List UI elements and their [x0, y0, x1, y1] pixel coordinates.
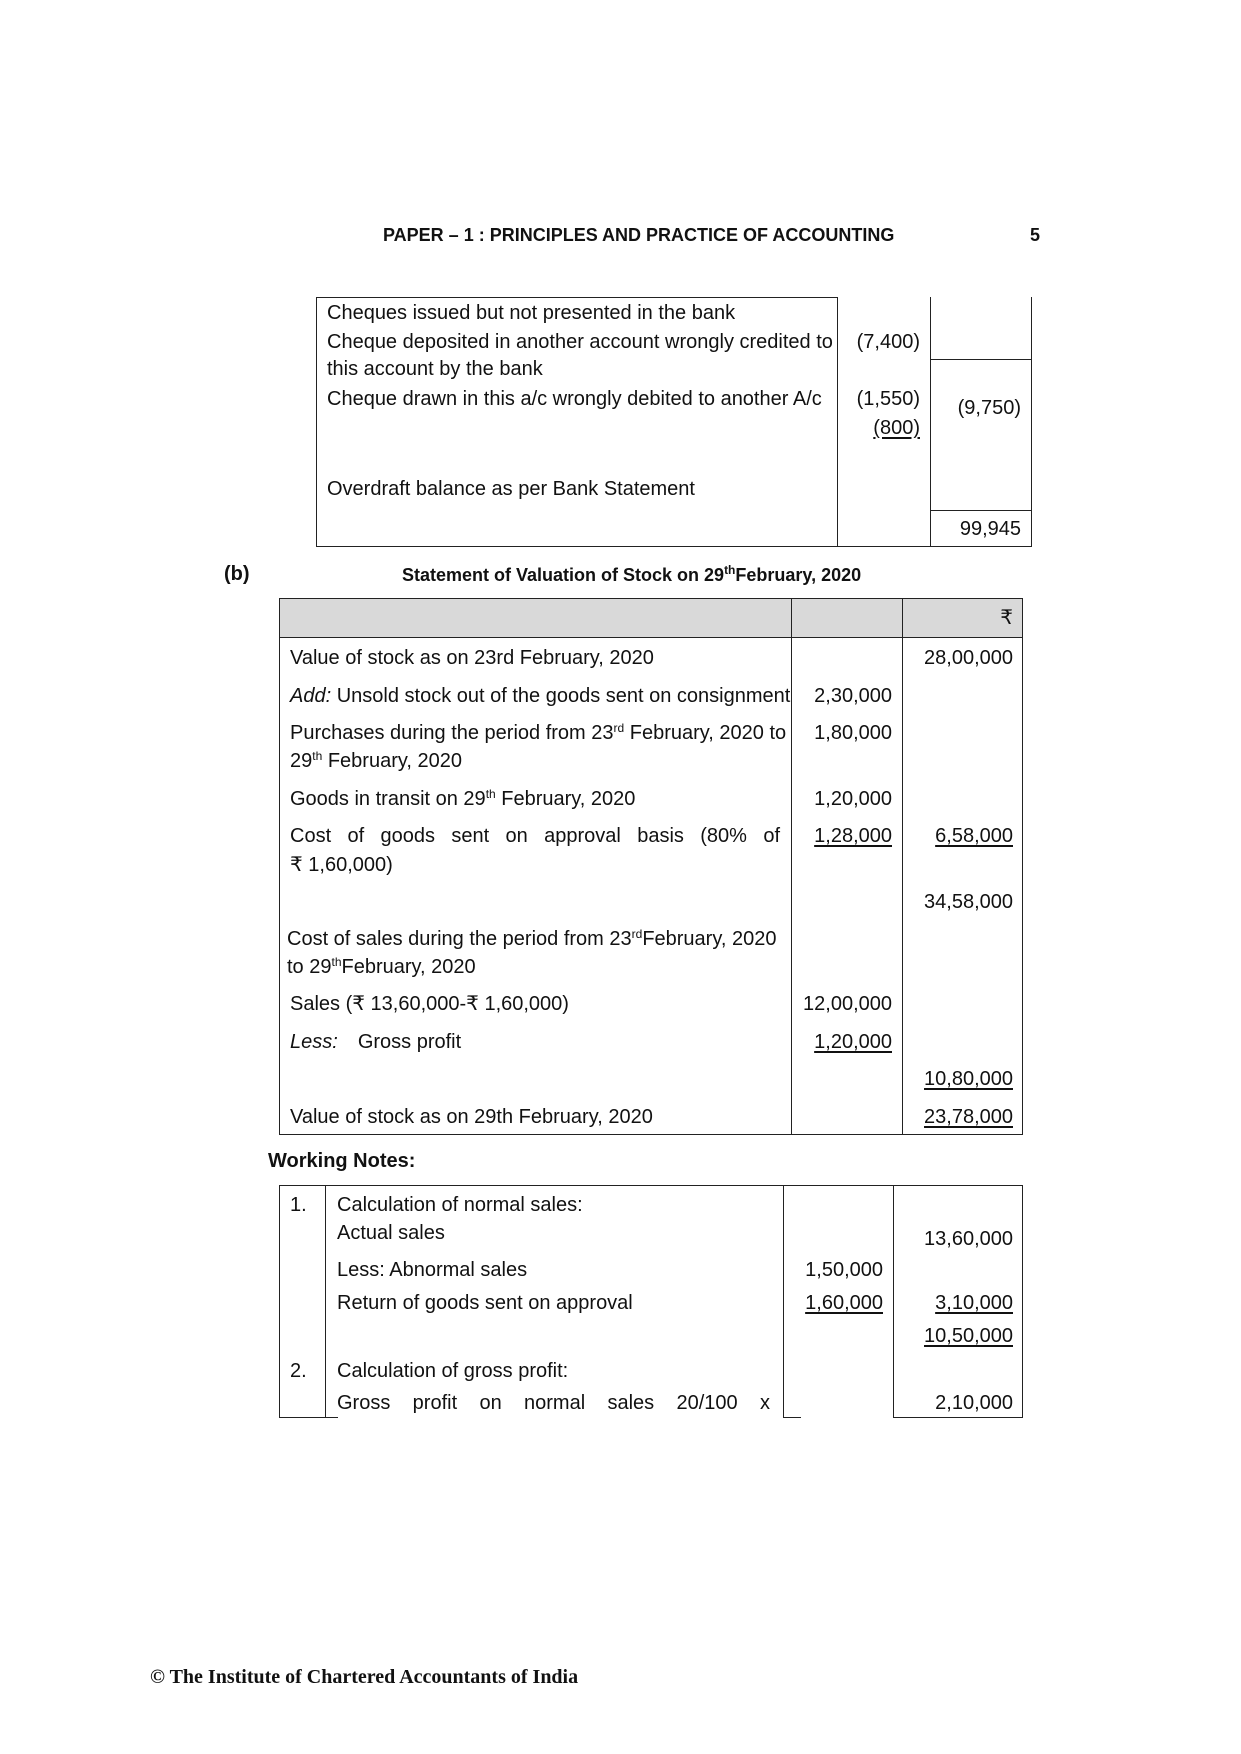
working-notes-heading: Working Notes: — [268, 1150, 416, 1172]
amount-value: 1,28,000 — [814, 825, 892, 847]
total-value: 10,50,000 — [924, 1325, 1013, 1347]
amount-value: 1,20,000 — [814, 788, 892, 810]
total-value: 13,60,000 — [924, 1228, 1013, 1250]
table-row: Less: Gross profit — [290, 1031, 462, 1053]
total-value: 6,58,000 — [935, 825, 1013, 847]
section-title: Statement of Valuation of Stock on 29thFebruary, 2020 — [402, 563, 862, 585]
total-value: 2,10,000 — [935, 1392, 1013, 1414]
brs-amount: (7,400) — [856, 331, 920, 353]
note-line: Less: Abnormal sales — [337, 1259, 528, 1281]
table-row: Cost of sales during the period from 23rdFebruary, 2020 — [287, 927, 777, 950]
brs-row-text: this account by the bank — [327, 358, 543, 380]
page-title: PAPER – 1 : PRINCIPLES AND PRACTICE OF ACCOUNTING — [383, 225, 895, 245]
note-title: Calculation of gross profit: — [337, 1360, 569, 1382]
total-value: 23,78,000 — [924, 1106, 1013, 1128]
table-row: Goods in transit on 29th February, 2020 — [290, 787, 636, 810]
amount-value: 12,00,000 — [803, 993, 892, 1015]
table-row: Cost of goods sent on approval basis (80% of — [290, 825, 780, 847]
note-number: 2. — [290, 1360, 307, 1382]
currency-symbol: ₹ — [1000, 607, 1013, 629]
page-number: 5 — [1030, 225, 1041, 245]
amount-value: 1,20,000 — [814, 1031, 892, 1053]
brs-row-text: Cheques issued but not presented in the bank — [327, 302, 736, 324]
note-title: Calculation of normal sales: — [337, 1194, 583, 1216]
brs-amount: (800) — [873, 417, 920, 439]
brs-total: 99,945 — [959, 518, 1021, 540]
total-value: 3,10,000 — [935, 1292, 1013, 1314]
table-row: 29th February, 2020 — [290, 749, 462, 772]
brs-row-text: Cheque drawn in this a/c wrongly debited to another A/c — [327, 388, 822, 410]
amount-value: 1,50,000 — [805, 1259, 883, 1281]
footer-copyright: © The Institute of Chartered Accountants of India — [150, 1666, 579, 1688]
amount-value: 2,30,000 — [814, 685, 892, 707]
table-row: Value of stock as on 23rd February, 2020 — [290, 647, 654, 669]
table-row: Add: Unsold stock out of the goods sent on consignment — [290, 685, 791, 707]
table-row: Purchases during the period from 23rd February, 2020 to — [290, 721, 787, 744]
brs-amount: (1,550) — [856, 388, 920, 410]
brs-row-text: Cheque deposited in another account wrongly credited to — [327, 331, 833, 353]
table-row: to 29thFebruary, 2020 — [287, 955, 476, 978]
note-line: Actual sales — [337, 1222, 445, 1244]
section-label: (b) — [224, 563, 250, 585]
table-row: ₹ 1,60,000) — [290, 854, 393, 876]
table-row: Value of stock as on 29th February, 2020 — [290, 1106, 653, 1128]
note-number: 1. — [290, 1194, 307, 1216]
amount-value: 1,80,000 — [814, 722, 892, 744]
amount-value: 1,60,000 — [805, 1292, 883, 1314]
total-value: 34,58,000 — [924, 891, 1013, 913]
table-row: Sales (₹ 13,60,000-₹ 1,60,000) — [290, 993, 569, 1015]
total-value: 28,00,000 — [924, 647, 1013, 669]
brs-row-text: Overdraft balance as per Bank Statement — [327, 478, 695, 500]
total-value: 10,80,000 — [924, 1068, 1013, 1090]
brs-total: (9,750) — [957, 397, 1021, 419]
note-line: Return of goods sent on approval — [337, 1292, 633, 1314]
note-line: Gross profit on normal sales 20/100 x — [337, 1392, 770, 1414]
